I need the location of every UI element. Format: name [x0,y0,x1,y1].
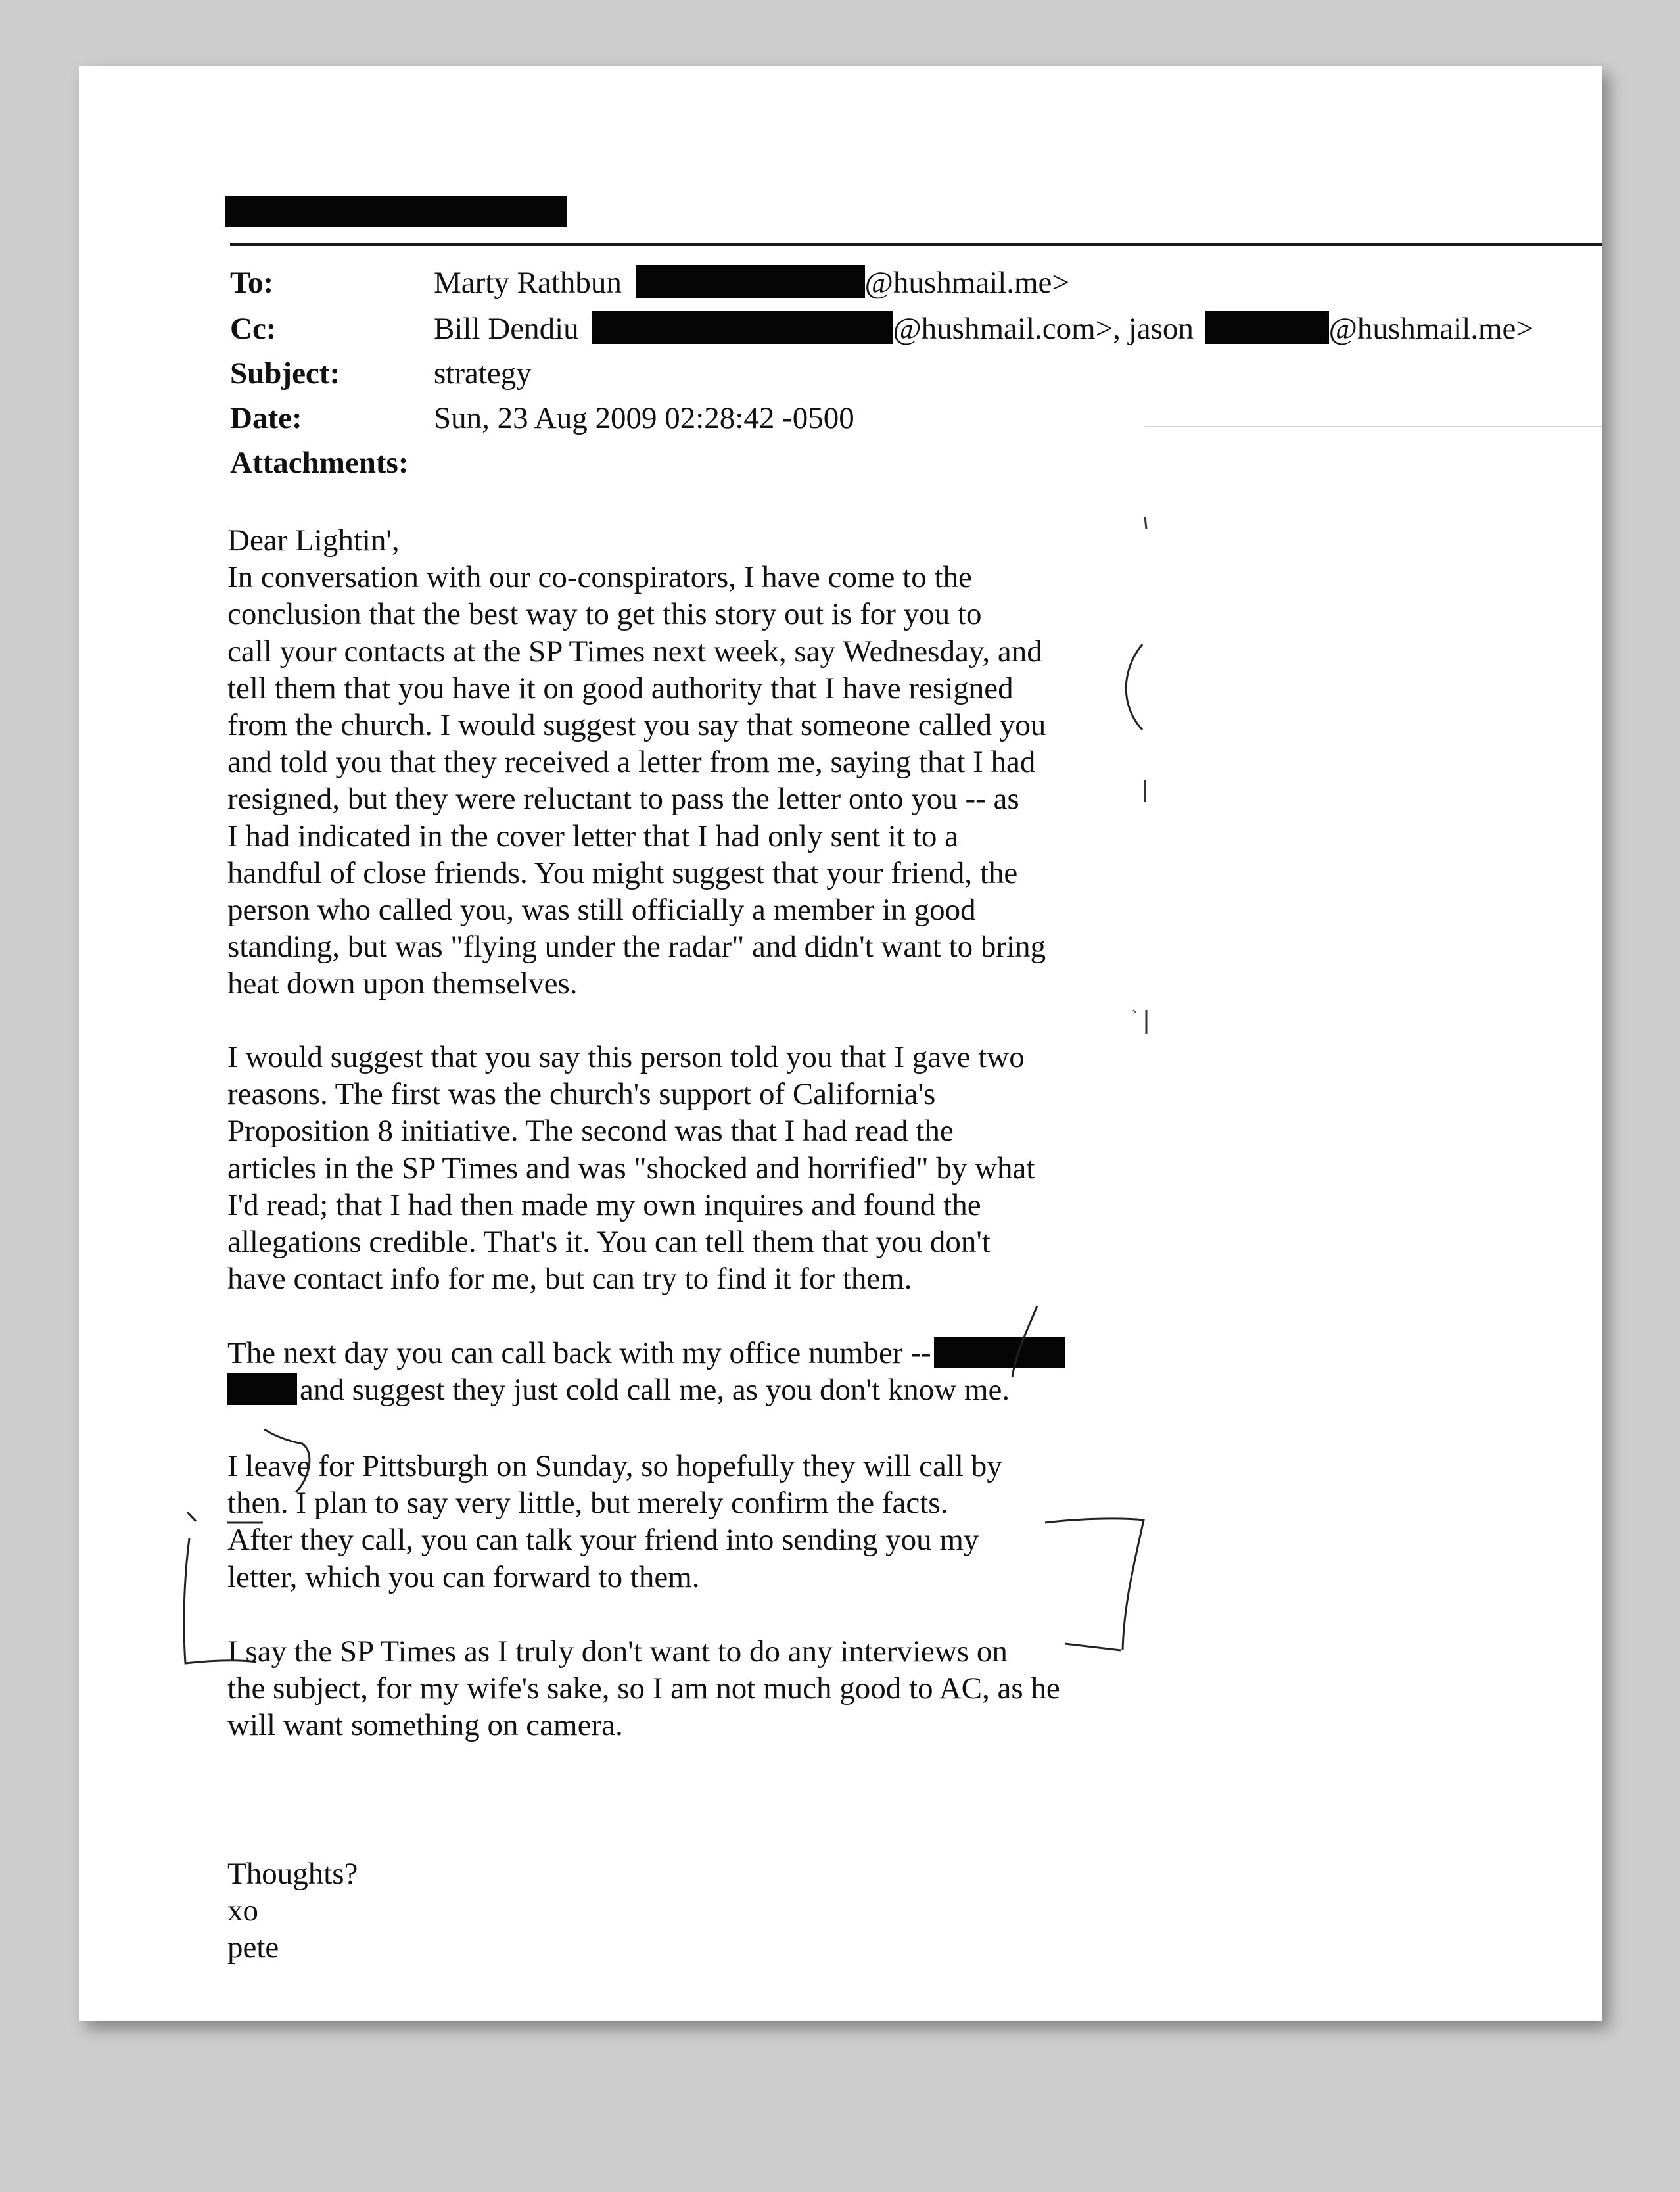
text-line: I'd read; that I had then made my own inquires and found the [227,1187,981,1222]
text-line: tell them that you have it on good authority that I have resigned [227,671,1014,705]
subject-value: strategy [434,356,532,391]
text-line: I would suggest that you say this person told you that I gave two [227,1040,1025,1074]
subject-label: Subject: [230,356,340,391]
text-line: I leave for Pittsburgh on Sunday, so hopefully they will call by [227,1449,1002,1483]
text-line: I say the SP Times as I truly don't want to do any interviews on [227,1634,1008,1669]
to-email-suffix: @hushmail.me> [864,266,1069,300]
closing-line: Thoughts? [227,1857,358,1891]
text-line: articles in the SP Times and was "shocked and horrified" by what [227,1151,1035,1185]
handwritten-marks [79,66,1602,2021]
closing-line: xo [227,1894,258,1928]
closing-line: pete [227,1930,279,1965]
text-line: allegations credible. That's it. You can tell them that you don't [227,1224,991,1259]
pen-arc-office-number [1012,1306,1037,1377]
text-line: I had indicated in the cover letter that I had only sent it to a [227,819,958,853]
text-line: Proposition 8 initiative. The second was that I had read the [227,1114,954,1149]
office-number-text: The next day you can call back with my office number -- [227,1336,931,1370]
text-line: handful of close friends. You might suggest that your friend, the [227,855,1018,890]
pen-tick-mark [1133,1010,1136,1013]
text-line: heat down upon themselves. [227,966,578,1001]
text-line: the subject, for my wife's sake, so I am not much good to AC, as he [227,1671,1060,1706]
pen-tick-mark [1145,517,1146,529]
pen-bracket-right [1045,1519,1144,1650]
cc-email-suffix: @hushmail.me> [1328,312,1533,346]
pen-arc-left [264,1429,310,1492]
text-line: have contact info for me, but can try to find it for them. [227,1262,912,1297]
to-name: Marty Rathbun [434,266,622,300]
pen-bracket-left [184,1512,256,1663]
to-label: To: [230,266,274,300]
date-value: Sun, 23 Aug 2009 02:28:42 -0500 [434,401,854,435]
cc-name: Bill Dendiu [434,312,579,346]
text-line: call your contacts at the SP Times next week, say Wednesday, and [227,634,1042,669]
text-line: then. I plan to say very little, but merely confirm the facts. [227,1486,948,1521]
text-line: from the church. I would suggest you say that someone called you [227,707,1046,742]
text-line: standing, but was "flying under the radar" and didn't want to bring [227,930,1046,965]
text-line: conclusion that the best way to get this story out is for you to [227,597,982,632]
text-line: reasons. The first was the church's support of California's [227,1077,936,1112]
text-line: letter, which you can forward to them. [227,1560,700,1594]
attachments-label: Attachments: [230,446,409,480]
greeting: Dear Lightin', [227,523,400,558]
text-line: After they call, you can talk your friend into sending you my [227,1523,979,1558]
date-label: Date: [230,401,302,435]
cc-label: Cc: [230,312,277,346]
text-line: resigned, but they were reluctant to pass the letter onto you -- as [227,782,1019,817]
cc-mid: @hushmail.com>, jason [893,312,1194,346]
pen-bracket-right-top [1126,644,1142,730]
text-line: In conversation with our co-conspirators, I have come to the [227,560,972,595]
cold-call-text: and suggest they just cold call me, as you don't know me. [300,1373,1010,1408]
text-line: will want something on camera. [227,1708,623,1743]
text-line: and told you that they received a letter from me, saying that I had [227,745,1036,780]
text-line: person who called you, was still officially a member in good [227,892,976,927]
scanned-page [79,66,1602,2021]
